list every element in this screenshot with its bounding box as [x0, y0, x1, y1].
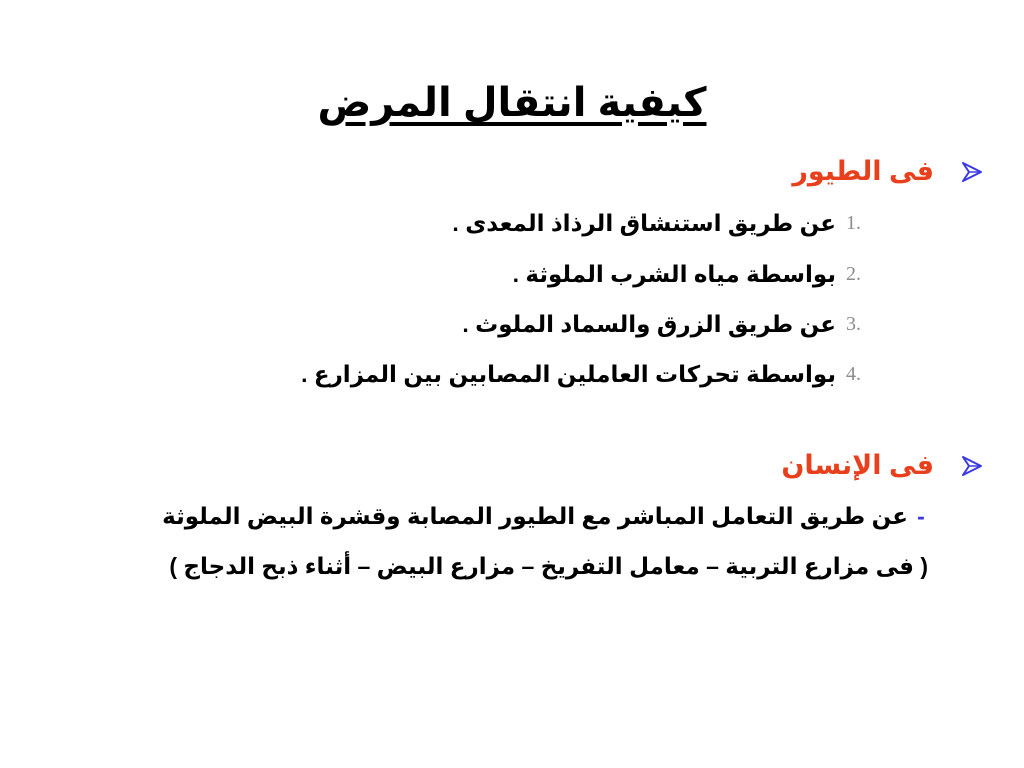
- section-humans: [44, 450, 984, 481]
- list-item: [66, 311, 886, 338]
- list-number: 1.: [846, 212, 861, 234]
- list-text: بواسطة تحركات العاملين المصابين بين المزارع .: [301, 361, 836, 387]
- hollow-arrow-bullet-icon: [960, 454, 984, 478]
- section-birds: [44, 156, 984, 187]
- list-item: [66, 361, 886, 388]
- list-text-continuation: ( فى مزارع التربية – معامل التفريخ – مزارع البيض – أثناء ذبح الدجاج ): [169, 553, 928, 579]
- dash-bullet: -: [917, 503, 925, 529]
- hollow-arrow-bullet-icon: [960, 160, 984, 184]
- list-text: عن طريق استنشاق الرذاذ المعدى .: [452, 210, 836, 236]
- list-number: 4.: [846, 363, 861, 385]
- list-text: بواسطة مياه الشرب الملوثة .: [512, 261, 836, 287]
- list-item: [48, 503, 928, 530]
- section-heading-birds: فى الطيور: [792, 156, 934, 186]
- list-item: [66, 261, 886, 288]
- section-heading-humans: فى الإنسان: [781, 450, 934, 480]
- list-item: [66, 210, 886, 237]
- list-number: 2.: [846, 263, 861, 285]
- list-text: عن طريق الزرق والسماد الملوث .: [462, 311, 836, 337]
- list-number: 3.: [846, 313, 861, 335]
- slide-title: كيفية انتقال المرض: [317, 81, 707, 125]
- list-text: عن طريق التعامل المباشر مع الطيور المصابة وقشرة البيض الملوثة: [162, 503, 908, 529]
